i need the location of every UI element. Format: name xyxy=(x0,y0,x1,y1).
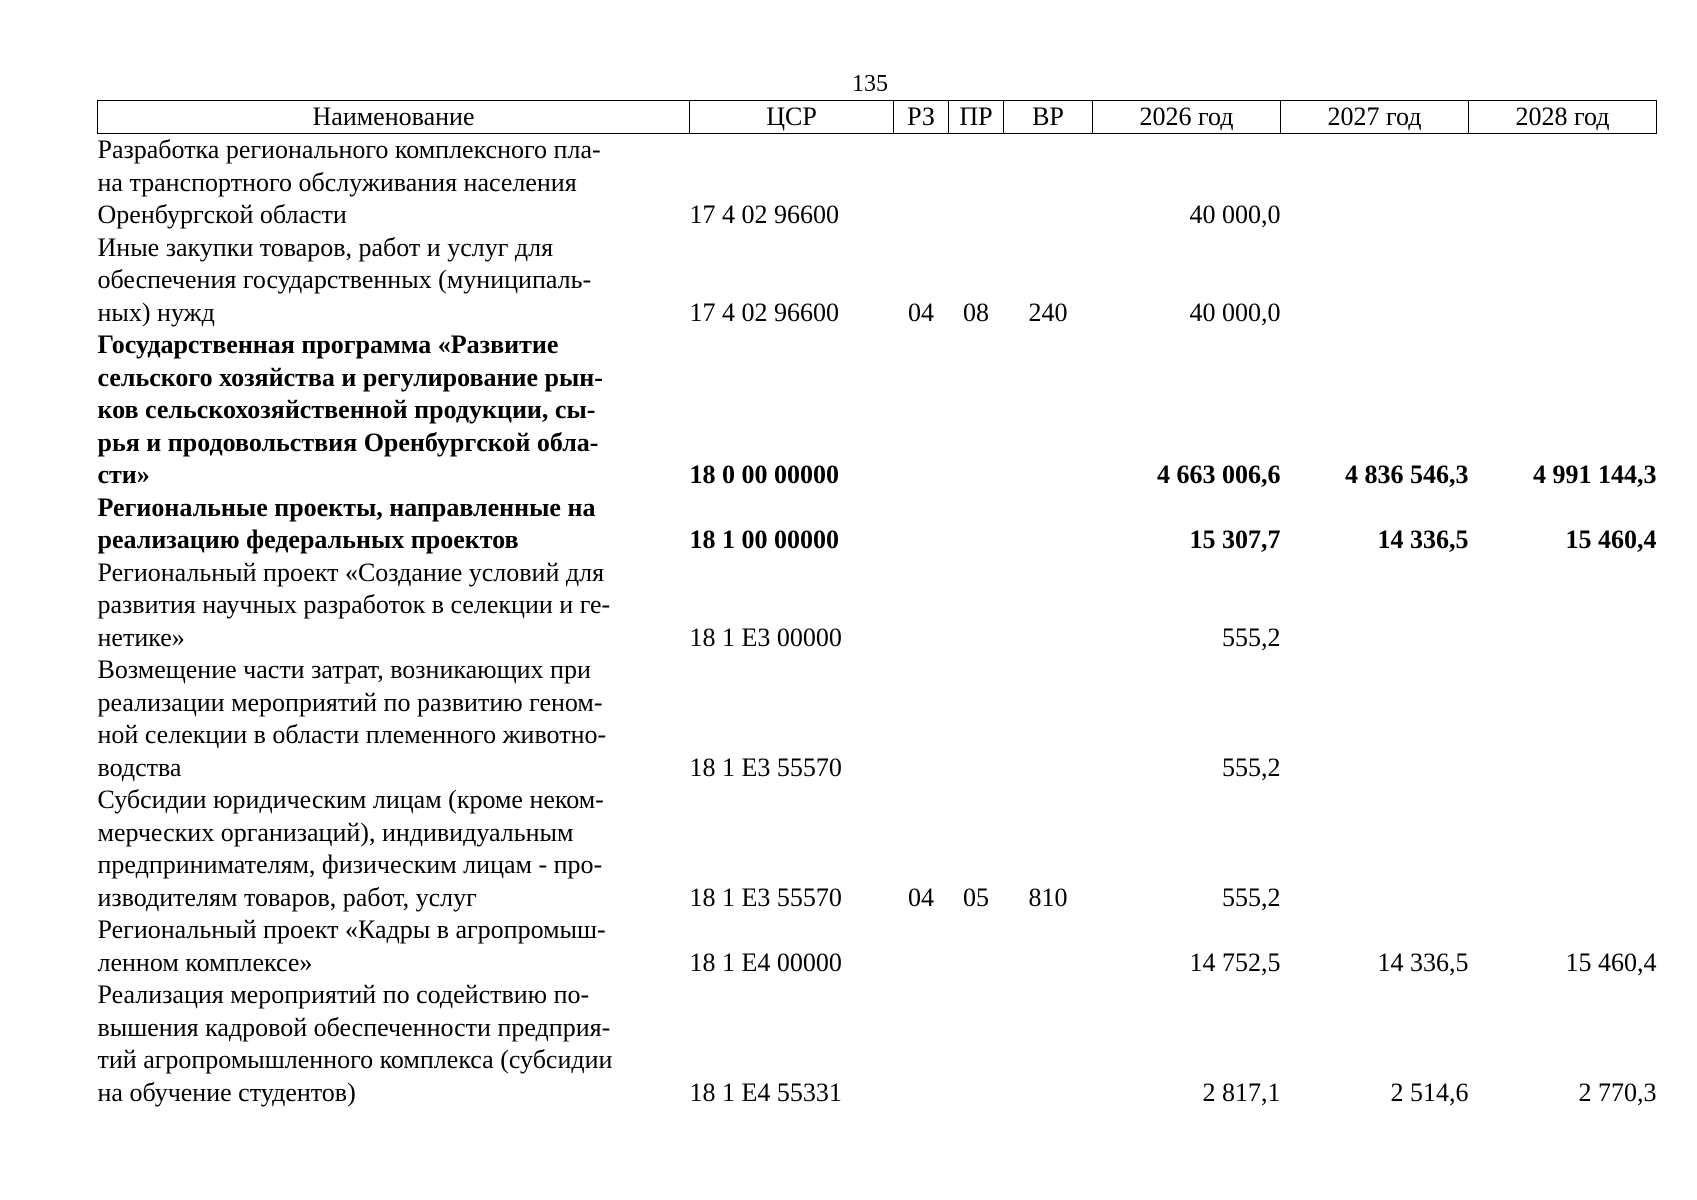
row-name-line: сельского хозяйства и регулирование рын- xyxy=(97,362,603,392)
row-value-2027 xyxy=(1281,134,1469,232)
row-name-line: обеспечения государственных (муниципаль- xyxy=(97,265,592,294)
row-value-2027 xyxy=(1281,654,1469,784)
row-value-2028 xyxy=(1469,654,1657,784)
row-name xyxy=(98,914,690,979)
row-value-2027: 2 514,6 xyxy=(1390,1077,1469,1107)
header-year-2027: 2027 год xyxy=(1281,101,1469,134)
row-csr: 18 1 00 00000 xyxy=(689,525,839,554)
row-vr: 240 xyxy=(1028,297,1068,327)
row-name-line: Оренбургской области xyxy=(97,200,347,229)
row-name-line: Субсидии юридическим лицам (кроме неком- xyxy=(97,785,604,814)
row-name-line: изводителям товаров, работ, услуг xyxy=(97,882,477,912)
table-row xyxy=(98,654,1657,784)
row-name xyxy=(98,784,690,914)
table-row xyxy=(98,329,1657,492)
row-name-line: реализацию федеральных проектов xyxy=(97,525,519,554)
row-value-2028: 2 770,3 xyxy=(1578,1077,1657,1107)
row-name-line: вышения кадровой обеспеченности предприя- xyxy=(97,1012,611,1042)
header-name: Наименование xyxy=(98,101,690,134)
row-value-2028 xyxy=(1469,557,1657,655)
row-name-line: Государственная программа «Развитие xyxy=(97,330,559,359)
row-vr xyxy=(1004,329,1093,492)
budget-table xyxy=(97,100,1657,1109)
row-name-line: тий агропромышленного комплекса (субсидии xyxy=(97,1045,613,1074)
row-rz: 04 xyxy=(908,297,934,327)
row-value-2027 xyxy=(1281,557,1469,655)
table-row xyxy=(98,134,1657,232)
header-year-2028: 2028 год xyxy=(1469,101,1657,134)
row-value-2026: 14 752,5 xyxy=(1189,947,1281,977)
row-value-2026: 555,2 xyxy=(1222,622,1281,652)
row-name-line: реализации мероприятий по развитию геном- xyxy=(97,687,603,717)
row-name-line: сти» xyxy=(97,460,150,489)
row-name-line: Возмещение части затрат, возникающих при xyxy=(97,655,591,684)
row-vr xyxy=(1004,654,1093,784)
row-name-line: ной селекции в области племенного животно- xyxy=(97,720,607,749)
row-pr: 08 xyxy=(963,297,989,327)
header-vr: ВР xyxy=(1004,101,1093,134)
row-value-2027: 14 336,5 xyxy=(1377,947,1469,977)
row-vr xyxy=(1004,979,1093,1109)
row-pr xyxy=(949,134,1004,232)
row-name-line: ных) нужд xyxy=(97,297,215,327)
row-value-2028: 4 991 144,3 xyxy=(1533,460,1657,489)
row-value-2027: 4 836 546,3 xyxy=(1345,460,1469,489)
row-name-line: нетике» xyxy=(97,622,185,652)
row-csr: 18 1 Е4 00000 xyxy=(689,947,842,977)
row-value-2028: 15 460,4 xyxy=(1565,525,1657,554)
table-row xyxy=(98,232,1657,330)
table-row xyxy=(98,492,1657,557)
row-name-line: Разработка регионального комплексного пла- xyxy=(97,135,601,164)
row-csr: 17 4 02 96600 xyxy=(689,200,839,229)
row-name xyxy=(98,654,690,784)
row-pr xyxy=(949,557,1004,655)
table-row xyxy=(98,979,1657,1109)
header-rz: РЗ xyxy=(894,101,949,134)
row-value-2028 xyxy=(1469,784,1657,914)
row-rz xyxy=(894,914,949,979)
row-name xyxy=(98,329,690,492)
header-csr: ЦСР xyxy=(690,101,894,134)
row-name xyxy=(98,492,690,557)
row-name-line: ков сельскохозяйственной продукции, сы- xyxy=(97,395,596,424)
row-name-line: предпринимателям, физическим лицам - про- xyxy=(97,850,603,879)
row-vr: 810 xyxy=(1028,882,1068,912)
row-value-2026: 2 817,1 xyxy=(1202,1077,1281,1107)
row-value-2026: 40 000,0 xyxy=(1189,200,1281,229)
row-pr xyxy=(949,914,1004,979)
row-name-line: на обучение студентов) xyxy=(97,1077,356,1107)
row-name xyxy=(98,557,690,655)
row-value-2027 xyxy=(1281,784,1469,914)
row-value-2028: 15 460,4 xyxy=(1565,947,1657,977)
row-value-2027 xyxy=(1281,232,1469,330)
row-csr: 18 1 Е3 55570 xyxy=(689,882,842,912)
row-name-line: рья и продовольствия Оренбургской обла- xyxy=(97,427,599,457)
row-vr xyxy=(1004,557,1093,655)
row-vr xyxy=(1004,492,1093,557)
row-value-2028 xyxy=(1469,134,1657,232)
row-vr xyxy=(1004,134,1093,232)
table-row xyxy=(98,914,1657,979)
header-year-2026: 2026 год xyxy=(1093,101,1281,134)
row-csr: 18 1 Е3 55570 xyxy=(689,752,842,782)
page-number: 135 xyxy=(852,71,888,97)
row-name-line: Региональный проект «Создание условий для xyxy=(97,557,605,587)
row-value-2026: 15 307,7 xyxy=(1189,525,1281,554)
row-csr: 18 1 Е4 55331 xyxy=(689,1077,842,1107)
row-value-2026: 4 663 006,6 xyxy=(1157,460,1281,489)
row-csr: 17 4 02 96600 xyxy=(689,297,839,327)
row-name-line: развития научных разработок в селекции и ге- xyxy=(97,590,611,619)
row-pr xyxy=(949,329,1004,492)
row-value-2028 xyxy=(1469,232,1657,330)
row-csr: 18 0 00 00000 xyxy=(689,460,839,489)
row-name-line: Региональный проект «Кадры в агропромыш- xyxy=(97,915,606,944)
row-name-line: Реализация мероприятий по содействию по- xyxy=(97,980,590,1009)
row-rz xyxy=(894,979,949,1109)
row-pr xyxy=(949,979,1004,1109)
row-rz xyxy=(894,134,949,232)
row-name xyxy=(98,232,690,330)
row-name-line: мерческих организаций), индивидуальным xyxy=(97,817,574,847)
row-pr: 05 xyxy=(963,882,989,912)
table-header xyxy=(98,101,1657,134)
row-vr xyxy=(1004,914,1093,979)
header-pr: ПР xyxy=(949,101,1004,134)
row-name-line: ленном комплексе» xyxy=(97,947,313,977)
row-name-line: Региональные проекты, направленные на xyxy=(97,492,596,522)
row-name-line: на транспортного обслуживания населения xyxy=(97,167,577,197)
row-value-2026: 555,2 xyxy=(1222,752,1281,782)
table-row xyxy=(98,784,1657,914)
row-rz xyxy=(894,329,949,492)
row-rz xyxy=(894,557,949,655)
row-value-2026: 555,2 xyxy=(1222,882,1281,912)
row-csr: 18 1 Е3 00000 xyxy=(689,622,842,652)
row-rz: 04 xyxy=(908,882,934,912)
row-name-line: водства xyxy=(97,752,182,782)
row-name xyxy=(98,134,690,232)
table-body xyxy=(98,134,1657,1110)
row-name xyxy=(98,979,690,1109)
row-rz xyxy=(894,492,949,557)
row-pr xyxy=(949,654,1004,784)
row-rz xyxy=(894,654,949,784)
row-value-2027: 14 336,5 xyxy=(1377,525,1469,554)
row-pr xyxy=(949,492,1004,557)
row-value-2026: 40 000,0 xyxy=(1189,297,1281,327)
row-name-line: Иные закупки товаров, работ и услуг для xyxy=(97,232,554,262)
table-row xyxy=(98,557,1657,655)
